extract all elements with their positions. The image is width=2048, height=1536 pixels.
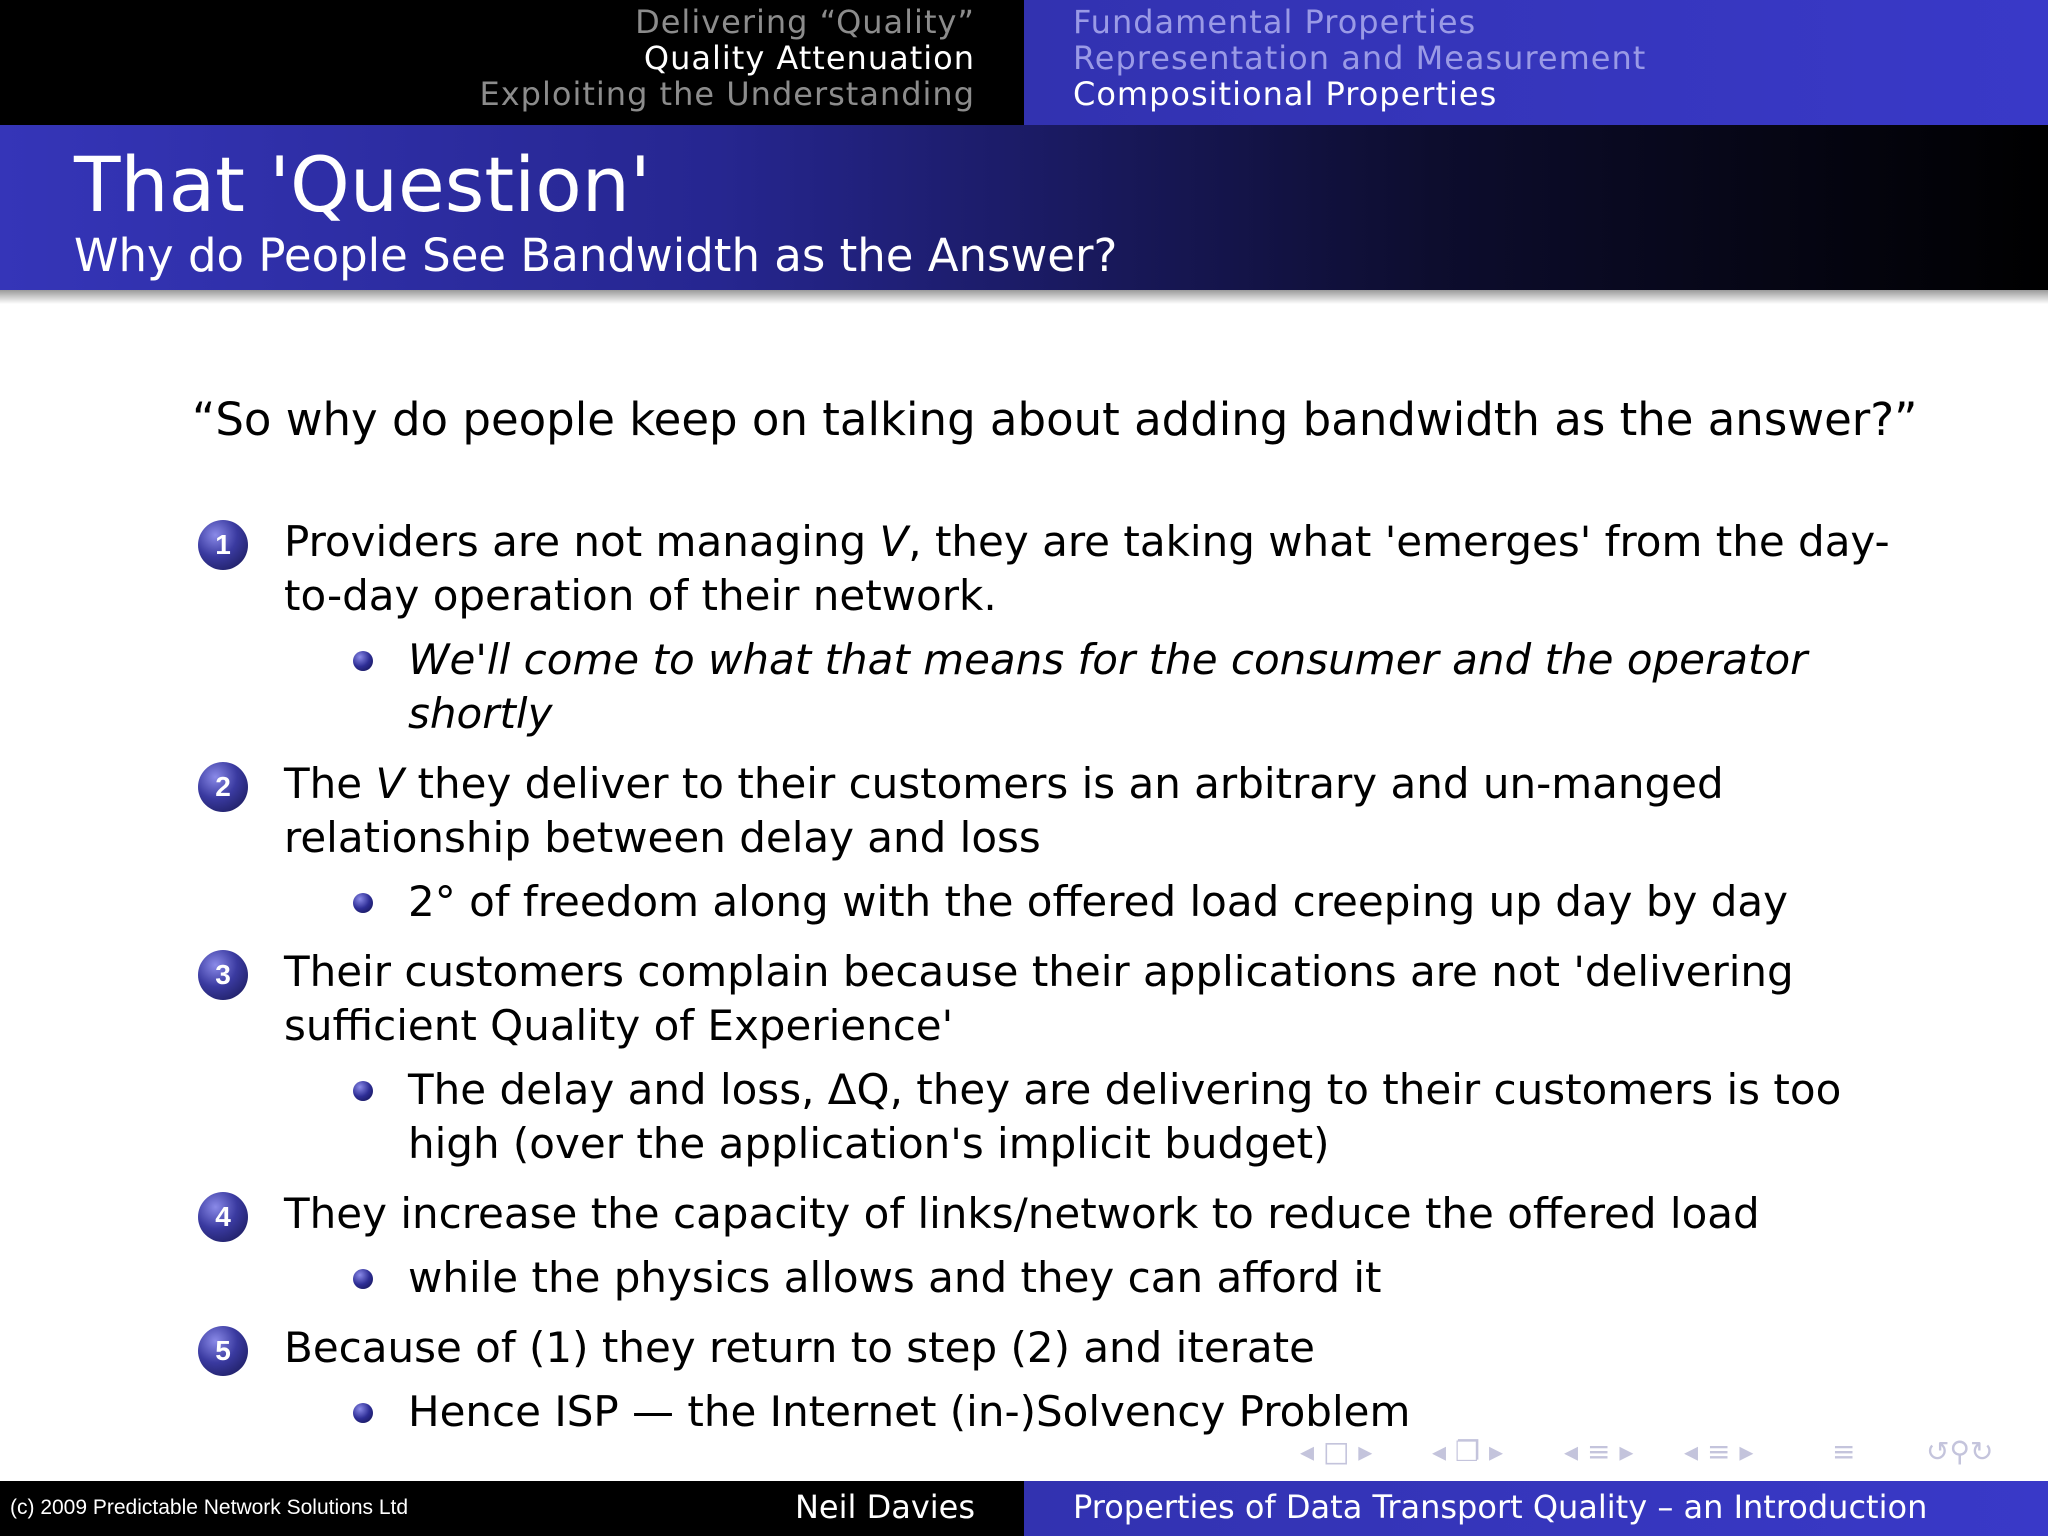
subsection-nav-icon[interactable]: ◂ ≡ ▸ [1564,1435,1634,1468]
enumeration-badge: 3 [198,950,248,1000]
list-item-text [284,757,1918,865]
item-text-after: they deliver to their customers is an arbitrary and un-manged relationship between delay and loss [284,759,1724,862]
sub-bullet-text: Hence ISP — the Internet (in-)Solvency Problem [408,1387,1411,1436]
list-item [198,757,1918,865]
list-item-text: Because of (1) they return to step (2) and iterate [284,1323,1315,1372]
slide-nav-icon[interactable]: ◂ □ ▸ [1300,1435,1373,1468]
enumeration-badge: 2 [198,762,248,812]
footer-copyright: (c) 2009 Predictable Network Solutions Ltd [10,1496,409,1519]
section-link-delivering-quality[interactable]: Delivering “Quality” [635,3,975,41]
subsection-link-fundamental-properties[interactable]: Fundamental Properties [1073,3,1477,41]
bullet-icon [353,1269,373,1289]
list-item-text [284,515,1918,623]
sub-bullet-text: 2° of freedom along with the offered load creeping up day by day [408,877,1789,926]
sub-bullet-text: while the physics allows and they can afford it [408,1253,1382,1302]
sub-bullet-text: We'll come to what that means for the consumer and the operator shortly [408,635,1808,738]
sub-bullet-text: The delay and loss, ΔQ, they are delivering to their customers is too high (over the application's implicit budget) [408,1065,1842,1168]
bullet-icon [353,893,373,913]
frame-title: That 'Question' [74,140,651,229]
bullet-icon [353,651,373,671]
subsection-link-representation-measurement[interactable]: Representation and Measurement [1073,39,1647,77]
footer-presentation-title: Properties of Data Transport Quality – an Introduction [1073,1488,1928,1526]
enumeration-badge: 5 [198,1326,248,1376]
document-icon[interactable]: ≡ [1832,1435,1856,1468]
subsection-link-compositional-properties[interactable]: Compositional Properties [1073,75,1498,113]
bullet-icon [353,1081,373,1101]
section-link-exploiting-understanding[interactable]: Exploiting the Understanding [479,75,975,113]
footer-author: Neil Davies [794,1488,975,1526]
item-text-before: The [284,759,376,808]
enumeration-badge: 1 [198,520,248,570]
bullet-icon [353,1403,373,1423]
frame-nav-icon[interactable]: ◂ ❐ ▸ [1432,1435,1504,1468]
list-item [198,945,1918,1053]
sub-bullet-item [198,633,1918,741]
section-link-quality-attenuation[interactable]: Quality Attenuation [643,39,975,77]
list-item-text: Their customers complain because their applications are not 'delivering sufficient Quality of Experience' [284,947,1794,1050]
title-bar-shadow [0,290,2048,304]
list-item [198,1321,1918,1375]
frame-subtitle: Why do People See Bandwidth as the Answer? [74,229,1118,282]
item-text-after: , they are taking what 'emerges' from the day-to-day operation of their network. [284,517,1890,620]
sub-bullet-item [198,875,1918,929]
sub-bullet-item [198,1385,1918,1439]
list-item-text: They increase the capacity of links/network to reduce the offered load [284,1189,1760,1238]
header-navigation [0,0,2048,125]
list-item [198,1187,1918,1241]
enumerated-list [198,515,1918,1439]
variable-v: V [879,517,909,566]
search-icon[interactable]: ↺⚲↻ [1926,1435,1994,1468]
enumeration-badge: 4 [198,1192,248,1242]
navigation-symbols [1300,1434,2040,1470]
sub-bullet-item [198,1063,1918,1171]
sub-bullet-item [198,1251,1918,1305]
item-text-before: Providers are not managing [284,517,880,566]
question-quote: “So why do people keep on talking about adding bandwidth as the answer?” [192,393,1918,446]
variable-v: V [375,759,405,808]
list-item [198,515,1918,623]
section-nav-icon[interactable]: ◂ ≡ ▸ [1684,1435,1754,1468]
